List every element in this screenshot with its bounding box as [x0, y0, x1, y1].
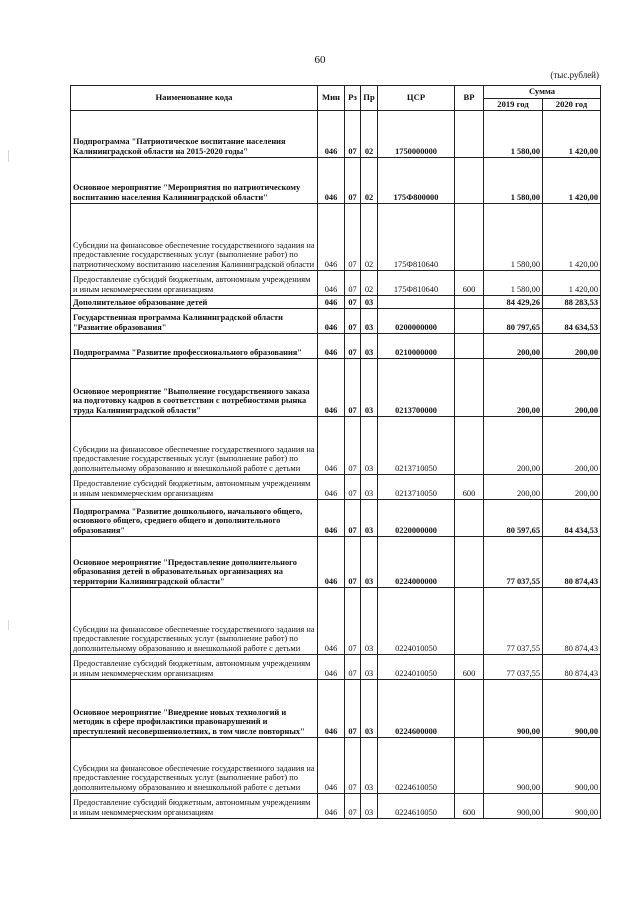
table-row	[71, 334, 601, 359]
header-rz: Рз	[345, 86, 361, 111]
cell-min: 046	[318, 537, 345, 588]
cell-2019: 80 797,65	[484, 309, 543, 334]
cell-name: Предоставление субсидий бюджетным, автономным учреждениям и иным некоммерческим организациям	[71, 271, 318, 296]
scan-mark	[8, 150, 9, 162]
table-row	[71, 794, 601, 819]
cell-rz: 07	[345, 158, 361, 204]
cell-pr: 02	[361, 158, 378, 204]
cell-vr: 600	[455, 475, 484, 500]
cell-2019: 1 580,00	[484, 111, 543, 158]
table-row	[71, 680, 601, 738]
cell-2019: 200,00	[484, 475, 543, 500]
cell-2020: 1 420,00	[543, 204, 601, 271]
cell-rz: 07	[345, 537, 361, 588]
cell-min: 046	[318, 334, 345, 359]
cell-rz: 07	[345, 417, 361, 475]
cell-vr	[455, 309, 484, 334]
cell-2020: 1 420,00	[543, 111, 601, 158]
cell-csr: 0220000000	[378, 500, 455, 537]
cell-pr: 03	[361, 359, 378, 417]
cell-pr: 03	[361, 334, 378, 359]
cell-2020: 900,00	[543, 680, 601, 738]
cell-2020: 80 874,43	[543, 655, 601, 680]
cell-min: 046	[318, 500, 345, 537]
cell-2020: 1 420,00	[543, 271, 601, 296]
cell-min: 046	[318, 738, 345, 794]
cell-vr	[455, 334, 484, 359]
cell-vr	[455, 359, 484, 417]
cell-name: Основное мероприятие "Выполнение государственного заказа на подготовку кадров в соответствии с потребностями рынка труда Калининградской области"	[71, 359, 318, 417]
cell-pr: 02	[361, 271, 378, 296]
header-pr: Пр	[361, 86, 378, 111]
cell-rz: 07	[345, 738, 361, 794]
cell-2019: 84 429,26	[484, 296, 543, 309]
cell-pr: 02	[361, 204, 378, 271]
cell-rz: 07	[345, 271, 361, 296]
table-row	[71, 738, 601, 794]
cell-name: Основное мероприятие "Внедрение новых технологий и методик в сфере профилактики правонарушений и преступлений несовершеннолетних, в том числе повторных"	[71, 680, 318, 738]
cell-csr: 0224010050	[378, 588, 455, 655]
cell-2020: 200,00	[543, 417, 601, 475]
header-csr: ЦСР	[378, 86, 455, 111]
cell-2019: 1 580,00	[484, 204, 543, 271]
cell-vr: 600	[455, 271, 484, 296]
cell-vr	[455, 296, 484, 309]
cell-vr	[455, 111, 484, 158]
table-row	[71, 537, 601, 588]
cell-2019: 80 597,65	[484, 500, 543, 537]
cell-rz: 07	[345, 655, 361, 680]
cell-2020: 88 283,53	[543, 296, 601, 309]
table-row	[71, 359, 601, 417]
cell-csr: 0224600000	[378, 680, 455, 738]
table-row	[71, 204, 601, 271]
cell-2020: 80 874,43	[543, 588, 601, 655]
header-min: Мин	[318, 86, 345, 111]
header-2020: 2020 год	[543, 98, 601, 111]
cell-2020: 1 420,00	[543, 158, 601, 204]
cell-min: 046	[318, 417, 345, 475]
cell-rz: 07	[345, 296, 361, 309]
table-row	[71, 158, 601, 204]
cell-vr	[455, 417, 484, 475]
cell-pr: 03	[361, 794, 378, 819]
cell-csr: 1750000000	[378, 111, 455, 158]
cell-rz: 07	[345, 359, 361, 417]
cell-vr	[455, 537, 484, 588]
header-2019: 2019 год	[484, 98, 543, 111]
cell-rz: 07	[345, 204, 361, 271]
cell-name: Дополнительное образование детей	[71, 296, 318, 309]
cell-rz: 07	[345, 309, 361, 334]
cell-min: 046	[318, 111, 345, 158]
cell-pr: 03	[361, 500, 378, 537]
cell-name: Подпрограмма "Развитие профессионального образования"	[71, 334, 318, 359]
cell-csr: 175Ф800000	[378, 158, 455, 204]
page-number: 60	[314, 54, 326, 66]
cell-csr: 0213710050	[378, 417, 455, 475]
cell-pr: 03	[361, 475, 378, 500]
cell-pr: 03	[361, 655, 378, 680]
cell-2019: 200,00	[484, 334, 543, 359]
cell-2019: 77 037,55	[484, 655, 543, 680]
cell-2020: 80 874,43	[543, 537, 601, 588]
table-row	[71, 309, 601, 334]
cell-vr	[455, 204, 484, 271]
cell-name: Предоставление субсидий бюджетным, автономным учреждениям и иным некоммерческим организациям	[71, 655, 318, 680]
cell-csr: 0224610050	[378, 794, 455, 819]
cell-csr: 0224000000	[378, 537, 455, 588]
cell-pr: 03	[361, 588, 378, 655]
cell-csr: 0224010050	[378, 655, 455, 680]
cell-2019: 1 580,00	[484, 271, 543, 296]
cell-min: 046	[318, 296, 345, 309]
cell-2019: 900,00	[484, 680, 543, 738]
cell-min: 046	[318, 204, 345, 271]
cell-pr: 03	[361, 296, 378, 309]
cell-2019: 200,00	[484, 359, 543, 417]
table-row	[71, 271, 601, 296]
cell-pr: 03	[361, 417, 378, 475]
cell-2019: 77 037,55	[484, 537, 543, 588]
cell-vr: 600	[455, 794, 484, 819]
cell-2019: 1 580,00	[484, 158, 543, 204]
cell-pr: 02	[361, 111, 378, 158]
cell-2020: 200,00	[543, 359, 601, 417]
cell-2020: 84 634,53	[543, 309, 601, 334]
table-row	[71, 475, 601, 500]
cell-csr: 0224610050	[378, 738, 455, 794]
units-label: (тыс.рублей)	[550, 70, 599, 80]
cell-vr	[455, 738, 484, 794]
cell-name: Предоставление субсидий бюджетным, автономным учреждениям и иным некоммерческим организациям	[71, 475, 318, 500]
cell-pr: 03	[361, 309, 378, 334]
scan-mark	[8, 620, 9, 630]
cell-rz: 07	[345, 111, 361, 158]
cell-name: Субсидии на финансовое обеспечение государственного задания на предоставление государственных услуг (выполнение работ) по дополнительному образованию и внешкольной работе с детьми	[71, 588, 318, 655]
cell-2020: 200,00	[543, 475, 601, 500]
table-body	[71, 111, 601, 819]
cell-rz: 07	[345, 475, 361, 500]
cell-rz: 07	[345, 500, 361, 537]
cell-rz: 07	[345, 794, 361, 819]
cell-csr: 175Ф810640	[378, 271, 455, 296]
header-name: Наименование кода	[71, 86, 318, 111]
cell-2020: 900,00	[543, 794, 601, 819]
cell-pr: 03	[361, 680, 378, 738]
header-vr: ВР	[455, 86, 484, 111]
cell-min: 046	[318, 309, 345, 334]
header-sum: Сумма	[484, 86, 601, 99]
cell-name: Подпрограмма "Развитие дошкольного, начального общего, основного общего, среднего общего и дополнительного образования"	[71, 500, 318, 537]
cell-csr: 0210000000	[378, 334, 455, 359]
cell-min: 046	[318, 655, 345, 680]
cell-2019: 900,00	[484, 738, 543, 794]
cell-rz: 07	[345, 680, 361, 738]
cell-pr: 03	[361, 738, 378, 794]
cell-min: 046	[318, 680, 345, 738]
table-row	[71, 500, 601, 537]
cell-vr: 600	[455, 655, 484, 680]
cell-csr: 0200000000	[378, 309, 455, 334]
cell-2019: 900,00	[484, 794, 543, 819]
cell-2020: 84 434,53	[543, 500, 601, 537]
cell-2019: 200,00	[484, 417, 543, 475]
cell-min: 046	[318, 158, 345, 204]
cell-2020: 900,00	[543, 738, 601, 794]
cell-vr	[455, 500, 484, 537]
table-row	[71, 111, 601, 158]
cell-name: Субсидии на финансовое обеспечение государственного задания на предоставление государственных услуг (выполнение работ) по патриотическому воспитанию населения Калининградской области	[71, 204, 318, 271]
cell-min: 046	[318, 271, 345, 296]
table-row	[71, 296, 601, 309]
cell-csr: 0213710050	[378, 475, 455, 500]
cell-min: 046	[318, 588, 345, 655]
cell-name: Государственная программа Калининградской области "Развитие образования"	[71, 309, 318, 334]
table-row	[71, 588, 601, 655]
cell-vr	[455, 158, 484, 204]
cell-csr	[378, 296, 455, 309]
cell-name: Основное мероприятие "Предоставление дополнительного образования детей в образовательных организациях на территории Калининградской области"	[71, 537, 318, 588]
cell-vr	[455, 588, 484, 655]
cell-min: 046	[318, 475, 345, 500]
cell-rz: 07	[345, 334, 361, 359]
table-row	[71, 417, 601, 475]
cell-min: 046	[318, 359, 345, 417]
cell-rz: 07	[345, 588, 361, 655]
cell-pr: 03	[361, 537, 378, 588]
cell-csr: 175Ф810640	[378, 204, 455, 271]
cell-csr: 0213700000	[378, 359, 455, 417]
cell-name: Предоставление субсидий бюджетным, автономным учреждениям и иным некоммерческим организациям	[71, 794, 318, 819]
cell-vr	[455, 680, 484, 738]
table-row	[71, 655, 601, 680]
budget-table	[70, 85, 601, 819]
cell-name: Субсидии на финансовое обеспечение государственного задания на предоставление государственных услуг (выполнение работ) по дополнительному образованию и внешкольной работе с детьми	[71, 417, 318, 475]
cell-2020: 200,00	[543, 334, 601, 359]
cell-min: 046	[318, 794, 345, 819]
cell-2019: 77 037,55	[484, 588, 543, 655]
cell-name: Подпрограмма "Патриотическое воспитание населения Калининградской области на 2015-2020 годы"	[71, 111, 318, 158]
cell-name: Субсидии на финансовое обеспечение государственного задания на предоставление государственных услуг (выполнение работ) по дополнительному образованию и внешкольной работе с детьми	[71, 738, 318, 794]
cell-name: Основное мероприятие "Мероприятия по патриотическому воспитанию населения Калининградской области"	[71, 158, 318, 204]
